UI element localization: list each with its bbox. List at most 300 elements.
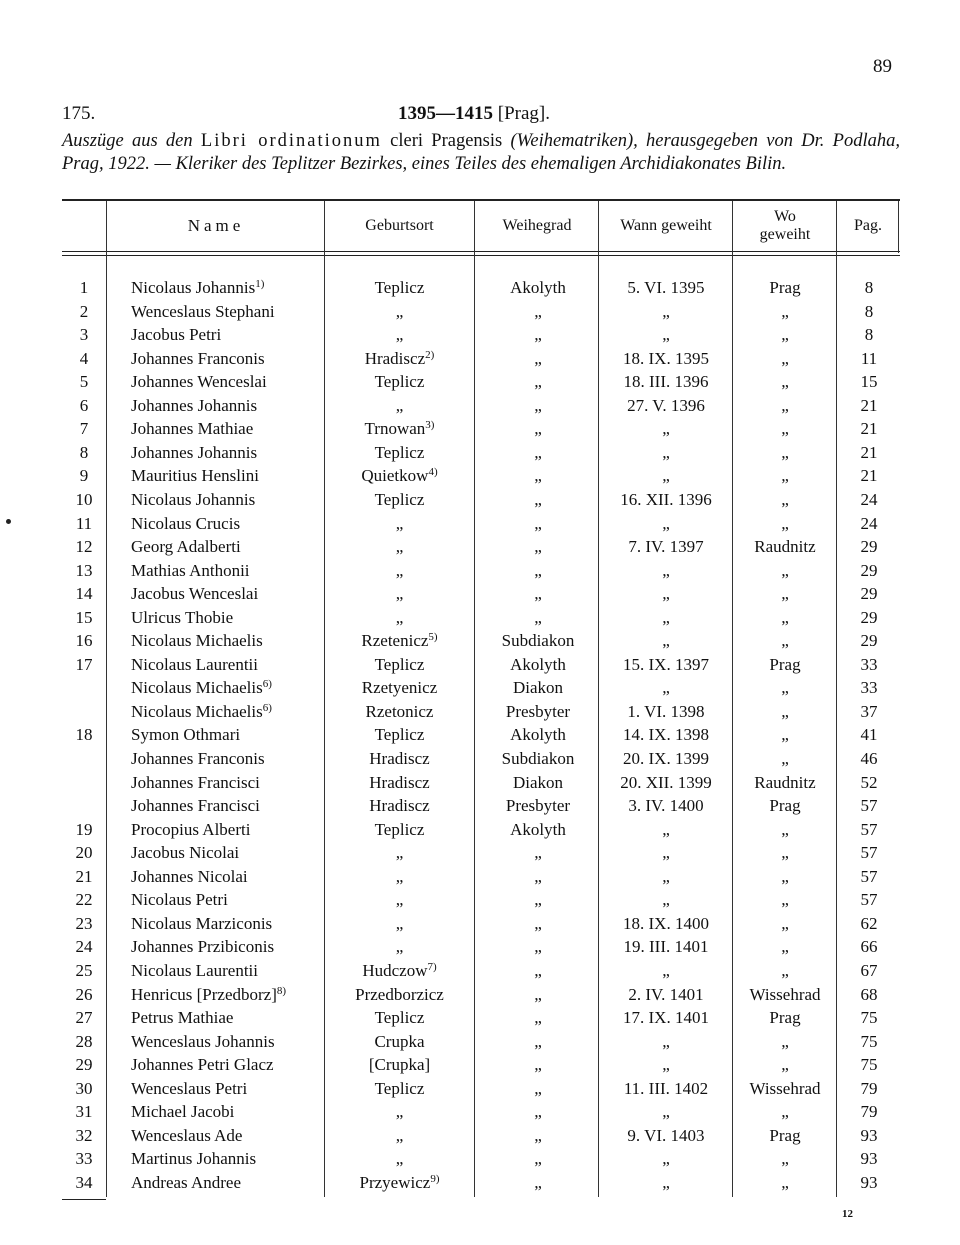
row-number: 21 (75, 866, 93, 886)
table-row (0, 1006, 960, 1030)
row-date: 1. VI. 1398 (627, 701, 705, 721)
entry-place: [Prag]. (497, 103, 550, 124)
row-grade: Presbyter (505, 701, 571, 721)
row-place: Prag (769, 1125, 801, 1145)
row-place: Wissehrad (749, 984, 821, 1004)
row-date: 16. XII. 1396 (620, 489, 712, 509)
row-page: 8 (864, 278, 874, 297)
row-grade: Akolyth (510, 819, 566, 839)
row-place: „ (781, 725, 789, 745)
footnote-ref: 8) (276, 984, 287, 997)
row-page: 15 (860, 372, 878, 392)
row-birthplace: Teplicz (374, 725, 425, 745)
table-row (0, 370, 960, 394)
row-birthplace: „ (395, 584, 404, 604)
row-number: 31 (75, 1102, 93, 1122)
row-number: 27 (75, 1008, 93, 1028)
row-number: 22 (75, 890, 93, 910)
row-date: „ (662, 513, 670, 533)
footnote-ref: 9) (430, 1172, 440, 1185)
intro-part3: (Weihematriken), herausgegeben von Dr. Podlaha, Prag, 1922. — Kleriker des Teplitzer Bezirkes, eines Teiles des ehemaligen Archidiakonates Bilin. (62, 131, 901, 174)
row-name: Nicolaus Johannis (131, 278, 256, 297)
row-grade: „ (534, 843, 542, 863)
row-page: 62 (860, 913, 878, 933)
row-number: 12 (75, 537, 93, 557)
row-birthplace: Hradiscz (369, 796, 430, 816)
row-birthplace: „ (395, 325, 404, 345)
entry-years: 1395—1415 (398, 103, 493, 124)
footnote-ref: 1) (255, 278, 265, 290)
footnote-ref: 3) (425, 419, 435, 432)
row-grade: „ (534, 419, 542, 439)
row-grade: „ (534, 1078, 542, 1098)
row-number: 18 (75, 725, 93, 745)
table-row (0, 347, 960, 371)
table-row (0, 794, 960, 818)
row-birthplace-cell (326, 347, 473, 371)
row-date: 14. IX. 1398 (623, 725, 709, 745)
row-grade: „ (534, 513, 542, 533)
row-place: „ (781, 678, 789, 698)
row-grade: „ (534, 325, 542, 345)
row-place: „ (781, 325, 789, 345)
row-grade: „ (534, 1125, 542, 1145)
row-place: Wissehrad (749, 1078, 821, 1098)
row-grade: Presbyter (505, 796, 571, 816)
row-date: „ (662, 1149, 670, 1169)
row-date: „ (662, 466, 670, 486)
row-grade: „ (534, 372, 542, 392)
row-date: 18. IX. 1400 (623, 913, 709, 933)
row-date: „ (662, 560, 670, 580)
row-birthplace: „ (395, 937, 404, 957)
row-number: 14 (75, 584, 93, 604)
row-place: „ (781, 913, 789, 933)
table-row (0, 888, 960, 912)
row-name: Johannes Franconis (131, 348, 265, 368)
row-birthplace: Teplicz (374, 1078, 425, 1098)
row-page: 79 (860, 1078, 878, 1098)
row-place: „ (781, 701, 789, 721)
row-date: „ (662, 890, 670, 910)
row-grade: „ (534, 984, 542, 1004)
row-number: 5 (79, 372, 89, 392)
row-place: „ (781, 890, 789, 910)
row-place: „ (781, 1149, 789, 1169)
row-place: „ (781, 489, 789, 509)
row-page: 57 (860, 796, 878, 816)
row-grade: Akolyth (510, 278, 566, 297)
row-birthplace: Crupka (374, 1031, 425, 1051)
row-date: 7. IV. 1397 (628, 537, 704, 557)
table-row (0, 1124, 960, 1148)
row-name: Nicolaus Marziconis (131, 913, 273, 933)
row-grade: Akolyth (510, 654, 566, 674)
row-number: 30 (75, 1078, 93, 1098)
row-place: „ (781, 395, 789, 415)
row-date: „ (662, 1055, 670, 1075)
row-birthplace: Quietkow (361, 466, 429, 486)
row-number: 10 (75, 489, 93, 509)
row-birthplace: Hradiscz (364, 348, 426, 368)
row-number: 26 (75, 984, 93, 1004)
row-page: 8 (864, 325, 874, 345)
row-name: Johannes Johannis (131, 395, 258, 415)
row-page: 33 (860, 678, 878, 698)
row-page: 21 (860, 466, 878, 486)
row-grade: „ (534, 890, 542, 910)
row-birthplace: Teplicz (374, 654, 425, 674)
row-grade: „ (534, 489, 542, 509)
row-date: „ (662, 442, 670, 462)
row-name: Ulricus Thobie (131, 607, 234, 627)
row-page: 29 (860, 537, 878, 557)
table-row (0, 1053, 960, 1077)
footnote-ref: 7) (427, 960, 437, 973)
row-date: „ (662, 1031, 670, 1051)
header-birthplace-label: Geburtsort (365, 217, 434, 234)
row-birthplace: Przyewicz (359, 1172, 431, 1192)
row-page: 93 (860, 1172, 878, 1192)
row-page: 57 (860, 890, 878, 910)
row-birthplace: Hradiscz (369, 772, 430, 792)
footnote-ref: 2) (425, 348, 435, 361)
table-row (0, 818, 960, 842)
row-number: 23 (75, 913, 93, 933)
row-name: Nicolaus Michaelis (131, 701, 263, 721)
row-date: „ (662, 301, 670, 321)
row-place: „ (781, 631, 789, 651)
row-date: „ (662, 678, 670, 698)
row-place: „ (781, 937, 789, 957)
header-where-label-2: geweiht (759, 226, 811, 243)
row-place: „ (781, 1172, 789, 1192)
row-number: 3 (79, 325, 89, 345)
row-birthplace: „ (395, 1125, 404, 1145)
row-page: 66 (860, 937, 878, 957)
row-number: 11 (75, 513, 93, 533)
row-birthplace-cell (326, 464, 473, 488)
row-name: Johannes Francisci (131, 796, 260, 816)
row-date: 3. IV. 1400 (628, 796, 704, 816)
row-grade: „ (534, 442, 542, 462)
row-page: 29 (860, 560, 878, 580)
row-name: Nicolaus Laurentii (131, 960, 258, 980)
footnote-ref: 6) (262, 678, 272, 691)
row-name: Petrus Mathiae (131, 1008, 234, 1028)
row-name-cell (131, 676, 272, 700)
row-place: Prag (769, 654, 801, 674)
row-place: „ (781, 372, 789, 392)
row-grade: Subdiakon (501, 749, 575, 768)
row-date: 5. VI. 1395 (627, 278, 705, 297)
row-name-cell (131, 700, 272, 724)
row-grade: „ (534, 1055, 542, 1075)
row-place: „ (781, 442, 789, 462)
row-birthplace: Rzetyenicz (361, 678, 438, 698)
row-number: 34 (75, 1172, 93, 1192)
row-date: 20. IX. 1399 (623, 749, 709, 768)
row-page: 57 (860, 866, 878, 886)
row-number: 24 (75, 937, 93, 957)
row-date: „ (662, 1172, 670, 1192)
table-row (0, 653, 960, 677)
row-page: 24 (860, 513, 878, 533)
table-row (0, 417, 960, 441)
row-place: „ (781, 560, 789, 580)
row-name: Jacobus Petri (131, 325, 222, 345)
table-row (0, 676, 960, 700)
row-grade: „ (534, 937, 542, 957)
row-name: Nicolaus Michaelis (131, 631, 263, 651)
row-page: 79 (860, 1102, 878, 1122)
row-number: 20 (75, 843, 93, 863)
row-number: 33 (75, 1149, 93, 1169)
table-row (0, 276, 960, 300)
header-name-label: Name (187, 216, 245, 235)
row-page: 21 (860, 442, 878, 462)
row-number: 16 (75, 631, 93, 651)
row-name: Georg Adalberti (131, 537, 241, 557)
row-date: „ (662, 819, 670, 839)
row-birthplace-cell (326, 1171, 473, 1195)
table-row (0, 1077, 960, 1101)
row-place: „ (781, 1102, 789, 1122)
row-grade: „ (534, 537, 542, 557)
row-number: 25 (75, 960, 93, 980)
table-row (0, 441, 960, 465)
row-birthplace: Teplicz (374, 819, 425, 839)
row-date: 18. IX. 1395 (623, 348, 709, 368)
row-birthplace-cell (326, 629, 473, 653)
table-row (0, 935, 960, 959)
row-birthplace: „ (395, 866, 404, 886)
row-grade: Diakon (512, 772, 564, 792)
row-page: 46 (860, 749, 878, 768)
row-name: Johannes Przibiconis (131, 937, 275, 957)
row-date: „ (662, 607, 670, 627)
row-birthplace: „ (395, 913, 404, 933)
row-page: 68 (860, 984, 878, 1004)
row-birthplace: Hudczow (362, 960, 428, 980)
row-name: Procopius Alberti (131, 819, 251, 839)
row-date: 19. III. 1401 (623, 937, 709, 957)
row-birthplace: „ (395, 301, 404, 321)
row-grade: „ (534, 560, 542, 580)
intro-part1: Auszüge aus den (62, 131, 193, 151)
row-name: Mauritius Henslini (131, 466, 259, 486)
row-grade: „ (534, 301, 542, 321)
row-grade: „ (534, 913, 542, 933)
row-name: Henricus [Przedborz] (131, 984, 277, 1004)
row-birthplace: Rzetenicz (361, 631, 429, 651)
row-name: Wenceslaus Stephani (131, 301, 275, 321)
row-page: 93 (860, 1149, 878, 1169)
row-page: 75 (860, 1008, 878, 1028)
row-date: „ (662, 960, 670, 980)
row-name: Wenceslaus Petri (131, 1078, 248, 1098)
row-date: 9. VI. 1403 (627, 1125, 705, 1145)
row-page: 93 (860, 1125, 878, 1145)
row-page: 57 (860, 843, 878, 863)
row-place: „ (781, 584, 789, 604)
row-page: 21 (860, 419, 878, 439)
row-date: 27. V. 1396 (627, 395, 705, 415)
row-name: Nicolaus Crucis (131, 513, 241, 533)
row-name: Johannes Nicolai (131, 866, 248, 886)
row-place: „ (781, 513, 789, 533)
row-page: 67 (860, 960, 878, 980)
table-row (0, 912, 960, 936)
row-grade: „ (534, 466, 542, 486)
row-date: 2. IV. 1401 (628, 984, 704, 1004)
header-when-label: Wann geweiht (620, 217, 712, 234)
row-birthplace: „ (395, 560, 404, 580)
row-birthplace: „ (395, 607, 404, 627)
table-row (0, 959, 960, 983)
table-row (0, 323, 960, 347)
row-name: Mathias Anthonii (131, 560, 250, 580)
intro-libri: Libri ordinationum (200, 131, 382, 151)
row-name: Johannes Franconis (131, 749, 265, 768)
row-number: 2 (79, 301, 89, 321)
table-row (0, 464, 960, 488)
header-pag-label: Pag. (854, 217, 882, 234)
row-number: 19 (75, 819, 93, 839)
row-grade: „ (534, 1008, 542, 1028)
table-row (0, 1147, 960, 1171)
row-place: Prag (769, 278, 801, 297)
row-place: „ (781, 749, 789, 768)
row-name: Johannes Johannis (131, 442, 258, 462)
row-grade: „ (534, 607, 542, 627)
table-row (0, 1171, 960, 1195)
row-place: „ (781, 348, 789, 368)
row-date: 20. XII. 1399 (620, 772, 712, 792)
row-date: 15. IX. 1397 (623, 654, 709, 674)
table-row (0, 512, 960, 536)
row-name: Andreas Andree (131, 1172, 241, 1192)
row-grade: „ (534, 584, 542, 604)
row-page: 33 (860, 654, 878, 674)
row-number: 9 (79, 466, 89, 486)
row-birthplace-cell (326, 417, 473, 441)
table-row (0, 559, 960, 583)
row-page: 24 (860, 489, 878, 509)
row-page: 8 (864, 301, 874, 321)
row-date: 11. III. 1402 (623, 1078, 709, 1098)
row-birthplace: „ (395, 1102, 404, 1122)
row-place: „ (781, 866, 789, 886)
page-number: 89 (873, 56, 892, 77)
row-page: 29 (860, 607, 878, 627)
footnote-ref: 6) (262, 701, 272, 714)
row-name-cell (131, 276, 264, 300)
row-page: 29 (860, 584, 878, 604)
footnote-ref: 5) (428, 631, 438, 644)
row-name: Nicolaus Petri (131, 890, 228, 910)
table-row (0, 723, 960, 747)
row-number: 4 (79, 348, 89, 368)
row-name: Johannes Francisci (131, 772, 260, 792)
row-place: Raudnitz (754, 772, 816, 792)
row-grade: „ (534, 960, 542, 980)
table-row (0, 606, 960, 630)
row-name-cell (131, 983, 286, 1007)
row-name: Johannes Wenceslai (131, 372, 267, 392)
row-grade: „ (534, 1172, 542, 1192)
row-birthplace: Teplicz (374, 489, 425, 509)
row-grade: Diakon (512, 678, 564, 698)
row-page: 75 (860, 1055, 878, 1075)
row-place: Prag (769, 796, 801, 816)
row-number: 13 (75, 560, 93, 580)
row-birthplace: Rzetonicz (365, 701, 434, 721)
table-row (0, 582, 960, 606)
row-grade: „ (534, 1031, 542, 1051)
row-number: 6 (79, 395, 89, 415)
row-place: „ (781, 843, 789, 863)
row-grade: Akolyth (510, 725, 566, 745)
table-row (0, 394, 960, 418)
row-page: 52 (860, 772, 878, 792)
row-date: „ (662, 866, 670, 886)
intro-part2: cleri Pragensis (390, 131, 503, 151)
row-grade: Subdiakon (501, 631, 575, 651)
row-place: „ (781, 1055, 789, 1075)
row-birthplace: Teplicz (374, 278, 425, 297)
row-number: 7 (79, 419, 89, 439)
row-birthplace: „ (395, 1149, 404, 1169)
row-birthplace: Teplicz (374, 442, 425, 462)
row-date: „ (662, 843, 670, 863)
row-place: „ (781, 419, 789, 439)
row-place: Prag (769, 1008, 801, 1028)
row-name: Jacobus Wenceslai (131, 584, 259, 604)
row-birthplace: „ (395, 513, 404, 533)
row-place: Raudnitz (754, 537, 816, 557)
row-name: Johannes Petri Glacz (131, 1055, 274, 1075)
row-birthplace: Przedborzicz (355, 984, 444, 1004)
row-number: 17 (75, 654, 93, 674)
table-row (0, 300, 960, 324)
row-name: Wenceslaus Johannis (131, 1031, 275, 1051)
row-date: „ (662, 325, 670, 345)
row-name: Nicolaus Johannis (131, 489, 256, 509)
row-birthplace: Hradiscz (369, 749, 430, 768)
row-grade: „ (534, 348, 542, 368)
row-birthplace: Trnowan (364, 419, 426, 439)
row-name: Michael Jacobi (131, 1102, 235, 1122)
row-number: 15 (75, 607, 93, 627)
row-number: 28 (75, 1031, 93, 1051)
row-date: „ (662, 1102, 670, 1122)
row-birthplace: Teplicz (374, 1008, 425, 1028)
row-number: 8 (79, 442, 89, 462)
row-date: 18. III. 1396 (623, 372, 709, 392)
header-where-label-1: Wo (774, 208, 796, 225)
table-row (0, 535, 960, 559)
row-place: „ (781, 960, 789, 980)
table-row (0, 983, 960, 1007)
row-grade: „ (534, 1102, 542, 1122)
row-place: „ (781, 607, 789, 627)
row-grade: „ (534, 866, 542, 886)
row-number: 29 (75, 1055, 93, 1075)
table-row (0, 747, 960, 771)
table-row (0, 488, 960, 512)
row-place: „ (781, 301, 789, 321)
